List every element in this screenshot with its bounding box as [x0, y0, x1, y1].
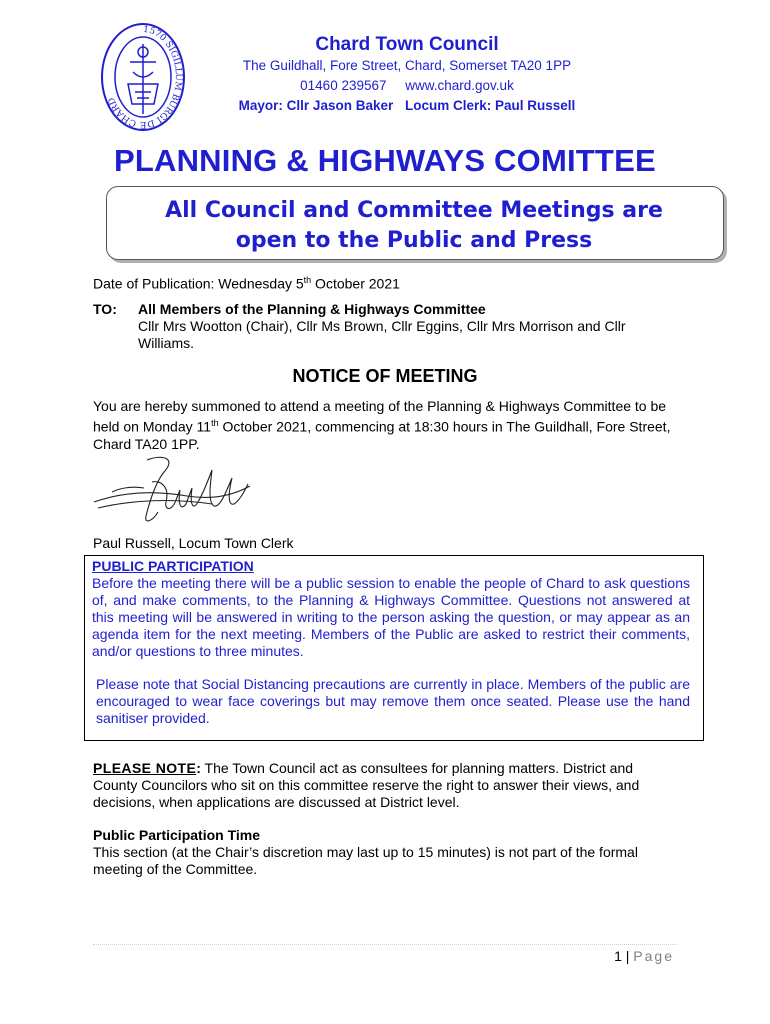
social-distancing-paragraph: Please note that Social Distancing precautions are currently in place. Members of the public are encouraged to wear face coverings but may remove them once seated. Please use the hand sanitiser provided. — [96, 676, 690, 726]
council-phone: 01460 239567 — [300, 78, 387, 93]
council-website[interactable]: www.chard.gov.uk — [405, 78, 514, 93]
open-meeting-text — [106, 196, 722, 256]
clerk-signature — [92, 452, 252, 530]
page-number: 1 — [614, 948, 622, 964]
council-name: Chard Town Council — [315, 34, 499, 55]
summons-text: You are hereby summoned to attend a meeting of the Planning & Highways Committee to be held on Monday 11th October 2021, commencing at 18:30 hours in The Guildhall, Fore Street, Chard TA20 1PP. — [93, 398, 671, 452]
open-meeting-line2: open to the Public and Press — [235, 228, 593, 253]
mayor-name: Mayor: Cllr Jason Baker — [238, 98, 394, 113]
please-note-paragraph: PLEASE NOTE: The Town Council act as consultees for planning matters. District and County Councilors who sit on this committee reserve the right to answer their views, and decisions, when applications are discussed at District level. — [93, 760, 640, 810]
clerk-name: Locum Clerk: Paul Russell — [405, 98, 576, 113]
council-officers — [200, 98, 614, 113]
publication-date: Date of Publication: Wednesday 5th October 2021 — [93, 275, 400, 292]
committee-title: PLANNING & HIGHWAYS COMITTEE — [114, 143, 656, 178]
recipients-members: Cllr Mrs Wootton (Chair), Cllr Ms Brown, Cllr Eggins, Cllr Mrs Morrison and Cllr Williams. — [138, 318, 626, 351]
town-seal-logo — [100, 22, 186, 132]
public-participation-heading: PUBLIC PARTICIPATION — [92, 558, 254, 574]
council-contact — [200, 78, 614, 93]
public-participation-paragraph: Before the meeting there will be a public session to enable the people of Chard to ask questions of, and make comments, to the Planning & Highways Committee. Questions not answered at this meeting will be answered in writing to the person asking the question, or may appear as an agenda item for the next meeting. Members of the Public are asked to restrict their comments, and/or questions to three minutes. — [92, 575, 690, 659]
participation-time-text: This section (at the Chair’s discretion may last up to 15 minutes) is not part of the formal meeting of the Committee. — [93, 844, 638, 877]
page-footer: 1 | Page — [614, 948, 674, 964]
recipients-block — [138, 301, 678, 352]
please-note-label: PLEASE NOTE — [93, 760, 197, 776]
participation-time-title: Public Participation Time — [93, 827, 261, 843]
signatory-name: Paul Russell, Locum Town Clerk — [93, 535, 294, 551]
footer-divider — [93, 944, 677, 945]
notice-heading: NOTICE OF MEETING — [292, 366, 478, 386]
open-meeting-line1: All Council and Committee Meetings are — [165, 198, 663, 223]
seal-lettering: 1570 SIGILLUM BURGI DE CHARD — [106, 24, 183, 130]
council-address: The Guildhall, Fore Street, Chard, Somerset TA20 1PP — [242, 58, 572, 73]
recipients-label: TO: — [93, 301, 117, 317]
recipients-group: All Members of the Planning & Highways Committee — [138, 301, 486, 317]
page-label: Page — [633, 948, 674, 964]
